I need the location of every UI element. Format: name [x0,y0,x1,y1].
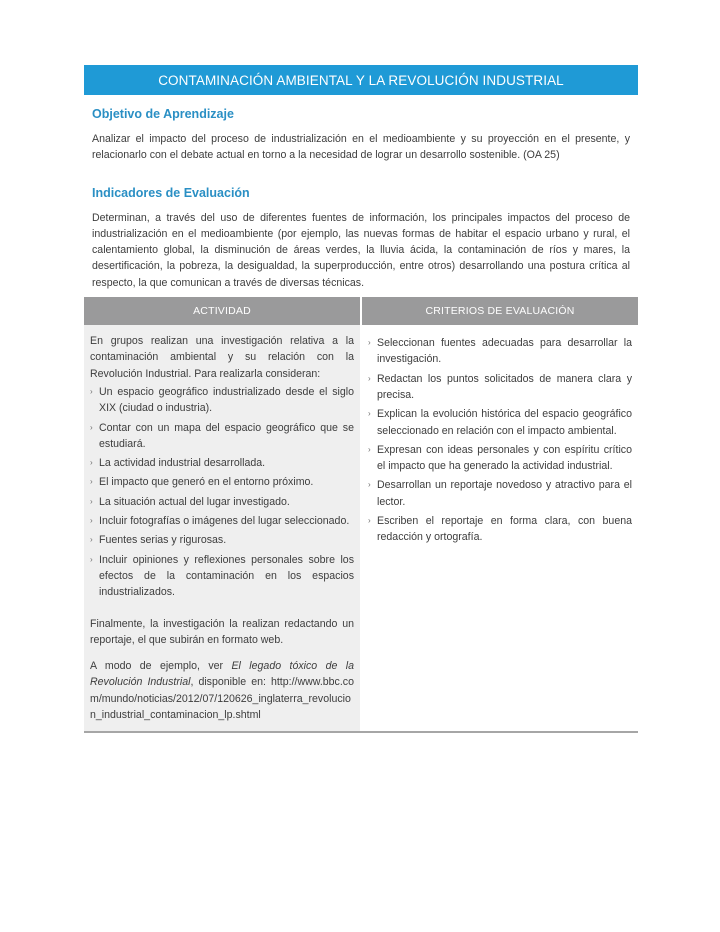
bullet-chevron-icon: › [90,516,93,526]
indicadores-heading: Indicadores de Evaluación [92,185,250,200]
indicadores-text: Determinan, a través del uso de diferentes fuentes de información, los principales impactos del proceso de industrialización en el medioambiente (por ejemplo, las nuevas formas de habitar el espacio urbano y rural, el calentamiento global, la disminución de áreas verdes, la lluvia ácida, la contaminación de ríos y mares, la desertificación, la pobreza, la desigualdad, la superproducción, entre otros) desarrollando una postura crítica al respecto, la que comunican a través de diversas técnicas. [92,211,630,289]
page-title: CONTAMINACIÓN AMBIENTAL Y LA REVOLUCIÓN INDUSTRIAL [158,72,564,88]
document-page [84,65,638,733]
list-item: › El impacto que generó en el entorno próximo. [90,474,354,490]
list-item: › Desarrollan un reportaje novedoso y atractivo para el lector. [368,479,632,508]
bullet-chevron-icon: › [368,338,371,348]
bullet-chevron-icon: › [368,409,371,419]
bullet-chevron-icon: › [90,422,93,432]
list-item: › Redactan los puntos solicitados de manera clara y precisa. [368,372,632,401]
criterios-cell [362,325,638,731]
bullet-chevron-icon: › [368,480,371,490]
actividad-example: A modo de ejemplo, ver El legado tóxico de la Revolución Industrial, disponible en: http://www.bbc.com/mundo/noticias/2012/07/120626_inglaterra_revolucion_industrial_contaminacion_lp.shtml [90,660,354,722]
list-item: › Escriben el reportaje en forma clara, con buena redacción y ortografía. [368,515,632,544]
list-item: › Incluir opiniones y reflexiones personales sobre los efectos de la contaminación en los espacios industrializados. [90,553,354,599]
example-url: http://www.bbc.com/mundo/noticias/2012/07/120626_inglaterra_revolucion_industrial_contaminacion_lp.shtml [90,676,354,722]
bullet-chevron-icon: › [368,373,371,383]
bullet-chevron-icon: › [90,535,93,545]
criterios-list [368,335,632,546]
list-item: › Expresan con ideas personales y con espíritu crítico el impacto que ha generado la actividad industrial. [368,443,632,473]
list-item: › Incluir fotografías o imágenes del lugar seleccionado. [90,513,354,529]
actividad-cell [84,325,360,731]
list-item: › Explican la evolución histórica del espacio geográfico seleccionado en relación con el impacto ambiental. [368,408,632,437]
bullet-chevron-icon: › [368,444,371,454]
list-item: › Fuentes serias y rigurosas. [90,532,354,548]
bullet-chevron-icon: › [90,496,93,506]
list-item: › Seleccionan fuentes adecuadas para desarrollar la investigación. [368,337,632,366]
bullet-chevron-icon: › [90,554,93,564]
objetivo-heading: Objetivo de Aprendizaje [92,107,234,121]
bullet-chevron-icon: › [90,458,93,468]
example-title: El legado tóxico de la Revolución Industrial [90,660,354,689]
table-header-criterios: CRITERIOS DE EVALUACIÓN [362,297,638,325]
actividad-final: Finalmente, la investigación la realizan redactando un reportaje, el que subirán en formato web. [90,617,354,646]
activity-table [84,297,638,733]
actividad-intro: En grupos realizan una investigación relativa a la contaminación ambiental y su relación con la Revolución Industrial. Para realizarla consideran: [90,335,354,380]
table-header-actividad: ACTIVIDAD [84,297,360,325]
list-item: › Contar con un mapa del espacio geográfico que se estudiará. [90,421,354,450]
bullet-chevron-icon: › [90,477,93,487]
list-item: › La actividad industrial desarrollada. [90,455,354,471]
list-item: › Un espacio geográfico industrializado desde el siglo XIX (ciudad o industria). [90,385,354,415]
bullet-chevron-icon: › [368,516,371,526]
list-item: › La situación actual del lugar investigado. [90,494,354,510]
objetivo-text: Analizar el impacto del proceso de industrialización en el medioambiente y su proyección en el presente, y relacionarlo con el debate actual en torno a la necesidad de lograr un desarrollo sostenible. (OA 25) [92,133,630,162]
bullet-chevron-icon: › [90,386,93,396]
actividad-list [90,384,354,601]
title-bar [84,65,638,95]
